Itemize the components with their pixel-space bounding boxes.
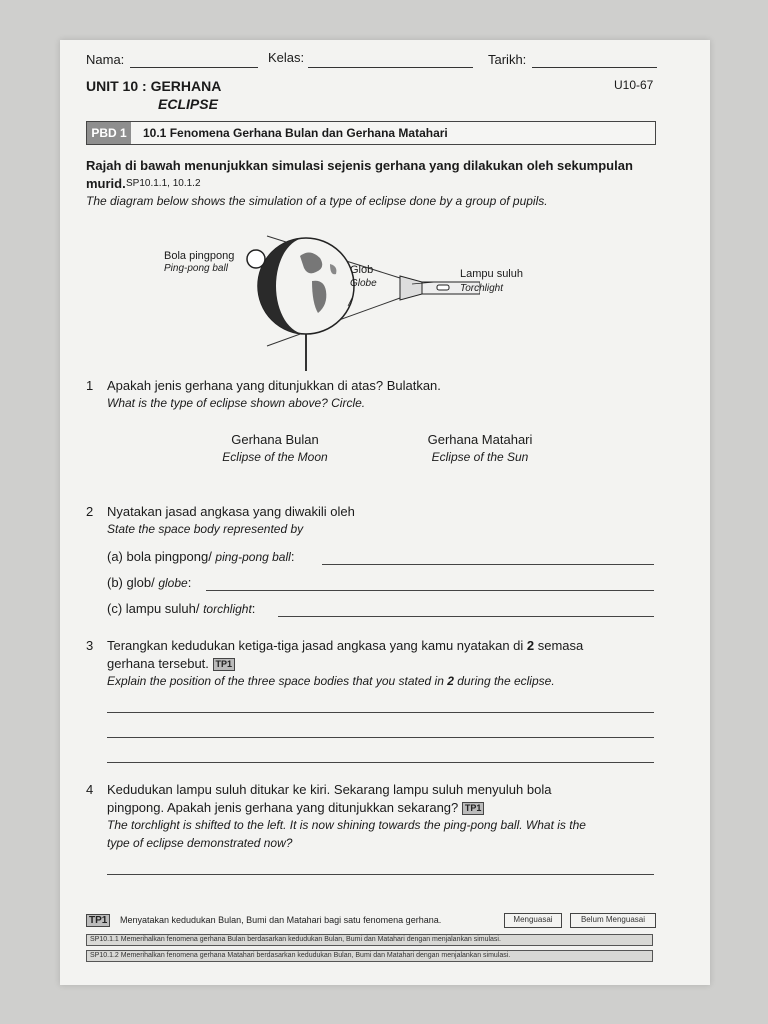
- section-title: 10.1 Fenomena Gerhana Bulan dan Gerhana Matahari: [143, 126, 448, 140]
- q2-a-answer-line[interactable]: [322, 564, 654, 565]
- q4-text-en-1: The torchlight is shifted to the left. It is now shining towards the ping-pong ball. What is the: [107, 818, 586, 832]
- q2-c-colon: :: [251, 601, 256, 616]
- q3-en-bold: 2: [447, 674, 454, 688]
- q2-a-ms: (a) bola pingpong/: [107, 549, 216, 564]
- section-header: [86, 121, 656, 145]
- mastered-checkbox[interactable]: Menguasai: [504, 913, 562, 928]
- ping-pong-ball-icon: [247, 250, 265, 268]
- q1-option-moon-ms: Gerhana Bulan: [231, 432, 319, 447]
- footer-tp-text: Menyatakan kedudukan Bulan, Bumi dan Matahari bagi satu fenomena gerhana.: [120, 915, 442, 925]
- q3-ms-part1: Terangkan kedudukan ketiga-tiga jasad angkasa yang kamu nyatakan di: [107, 638, 527, 653]
- q3-answer-line-3[interactable]: [107, 762, 654, 763]
- date-label: Tarikh:: [488, 52, 527, 67]
- footer-sp-2: SP10.1.2 Memerihalkan fenomena gerhana Matahari berdasarkan kedudukan Bulan, Bumi dan Matahari dengan menjalankan simulasi.: [86, 950, 653, 962]
- q2-text-ms: Nyatakan jasad angkasa yang diwakili oleh: [107, 504, 355, 519]
- q1-option-sun-ms: Gerhana Matahari: [427, 432, 533, 447]
- footer-sp-1: SP10.1.1 Memerihalkan fenomena gerhana Bulan berdasarkan kedudukan Bulan, Bumi dan Matahari dengan menjalankan simulasi.: [86, 934, 653, 946]
- q2-part-c: [107, 601, 255, 616]
- q4-text-ms-1: Kedudukan lampu suluh ditukar ke kiri. Sekarang lampu suluh menyuluh bola: [107, 782, 552, 797]
- q3-answer-line-1[interactable]: [107, 712, 654, 713]
- pingpong-label-ms: Bola pingpong: [164, 250, 235, 262]
- q3-text-ms: [107, 638, 583, 653]
- q1-number: 1: [86, 378, 94, 393]
- q1-option-sun-en: Eclipse of the Sun: [431, 450, 529, 464]
- date-field[interactable]: [532, 67, 657, 68]
- q1-text-en: What is the type of eclipse shown above? Circle.: [107, 396, 366, 410]
- pbd-badge: PBD 1: [87, 122, 131, 144]
- name-field[interactable]: [130, 67, 258, 68]
- intro-malay-cont: murid.: [86, 176, 126, 191]
- q2-number: 2: [86, 504, 94, 519]
- q4-tp-badge: TP1: [462, 802, 485, 815]
- footer-tp-badge: TP1: [86, 914, 110, 927]
- name-label: Nama:: [86, 52, 125, 67]
- intro-english: The diagram below shows the simulation of a type of eclipse done by a group of pupils.: [86, 194, 548, 208]
- pingpong-label-en: Ping-pong ball: [164, 263, 228, 274]
- q2-part-a: [107, 549, 294, 564]
- q2-text-en: State the space body represented by: [107, 522, 304, 536]
- globe-label-en: Globe: [350, 278, 377, 289]
- q2-b-en: globe: [158, 576, 188, 590]
- q1-option-moon[interactable]: [210, 432, 340, 464]
- q3-ms-part2: semasa: [534, 638, 584, 653]
- q4-ms-part2: pingpong. Apakah jenis gerhana yang ditunjukkan sekarang?: [107, 800, 459, 815]
- worksheet-page: [60, 40, 710, 985]
- q2-b-ms: (b) glob/: [107, 575, 159, 590]
- q3-en-part1: Explain the position of the three space bodies that you stated in: [107, 674, 448, 688]
- footer-tp-row: [86, 912, 654, 930]
- q1-option-moon-en: Eclipse of the Moon: [222, 450, 328, 464]
- q4-text-en-2: type of eclipse demonstrated now?: [107, 836, 293, 850]
- q4-number: 4: [86, 782, 94, 797]
- q3-en-part2: during the eclipse.: [453, 674, 555, 688]
- q3-ms-part3: gerhana tersebut.: [107, 656, 209, 671]
- q1-text-ms: Apakah jenis gerhana yang ditunjukkan di atas? Bulatkan.: [107, 378, 441, 393]
- q2-b-answer-line[interactable]: [206, 590, 654, 591]
- q3-tp-badge: TP1: [213, 658, 236, 671]
- not-mastered-checkbox[interactable]: Belum Menguasai: [570, 913, 656, 928]
- q2-c-answer-line[interactable]: [278, 616, 654, 617]
- q2-part-b: [107, 575, 191, 590]
- torch-label-en: Torchlight: [460, 283, 503, 294]
- q4-text-ms-line2: [107, 800, 484, 815]
- q3-ms-bold: 2: [526, 638, 535, 653]
- q2-c-en: torchlight: [203, 602, 252, 616]
- torch-label-ms: Lampu suluh: [460, 268, 523, 280]
- intro-malay: Rajah di bawah menunjukkan simulasi sejenis gerhana yang dilakukan oleh sekumpulan: [86, 158, 633, 173]
- q2-a-en: ping-pong ball: [215, 550, 291, 564]
- q3-text-ms-line2: [107, 656, 235, 671]
- q2-b-colon: :: [187, 575, 192, 590]
- intro-codes: SP10.1.1, 10.1.2: [126, 178, 201, 189]
- class-label: Kelas:: [268, 50, 305, 65]
- unit-title: UNIT 10 : GERHANA: [86, 78, 222, 94]
- q3-answer-line-2[interactable]: [107, 737, 654, 738]
- class-field[interactable]: [308, 67, 473, 68]
- eclipse-simulation-diagram: [240, 226, 480, 376]
- q1-option-sun[interactable]: [410, 432, 550, 464]
- page-code: U10-67: [614, 78, 654, 92]
- q3-text-en: [107, 674, 555, 688]
- q2-a-colon: :: [290, 549, 295, 564]
- globe-label-ms: Glob: [350, 264, 374, 276]
- q3-number: 3: [86, 638, 94, 653]
- q2-c-ms: (c) lampu suluh/: [107, 601, 204, 616]
- unit-subtitle: ECLIPSE: [158, 96, 218, 112]
- q4-answer-line[interactable]: [107, 874, 654, 875]
